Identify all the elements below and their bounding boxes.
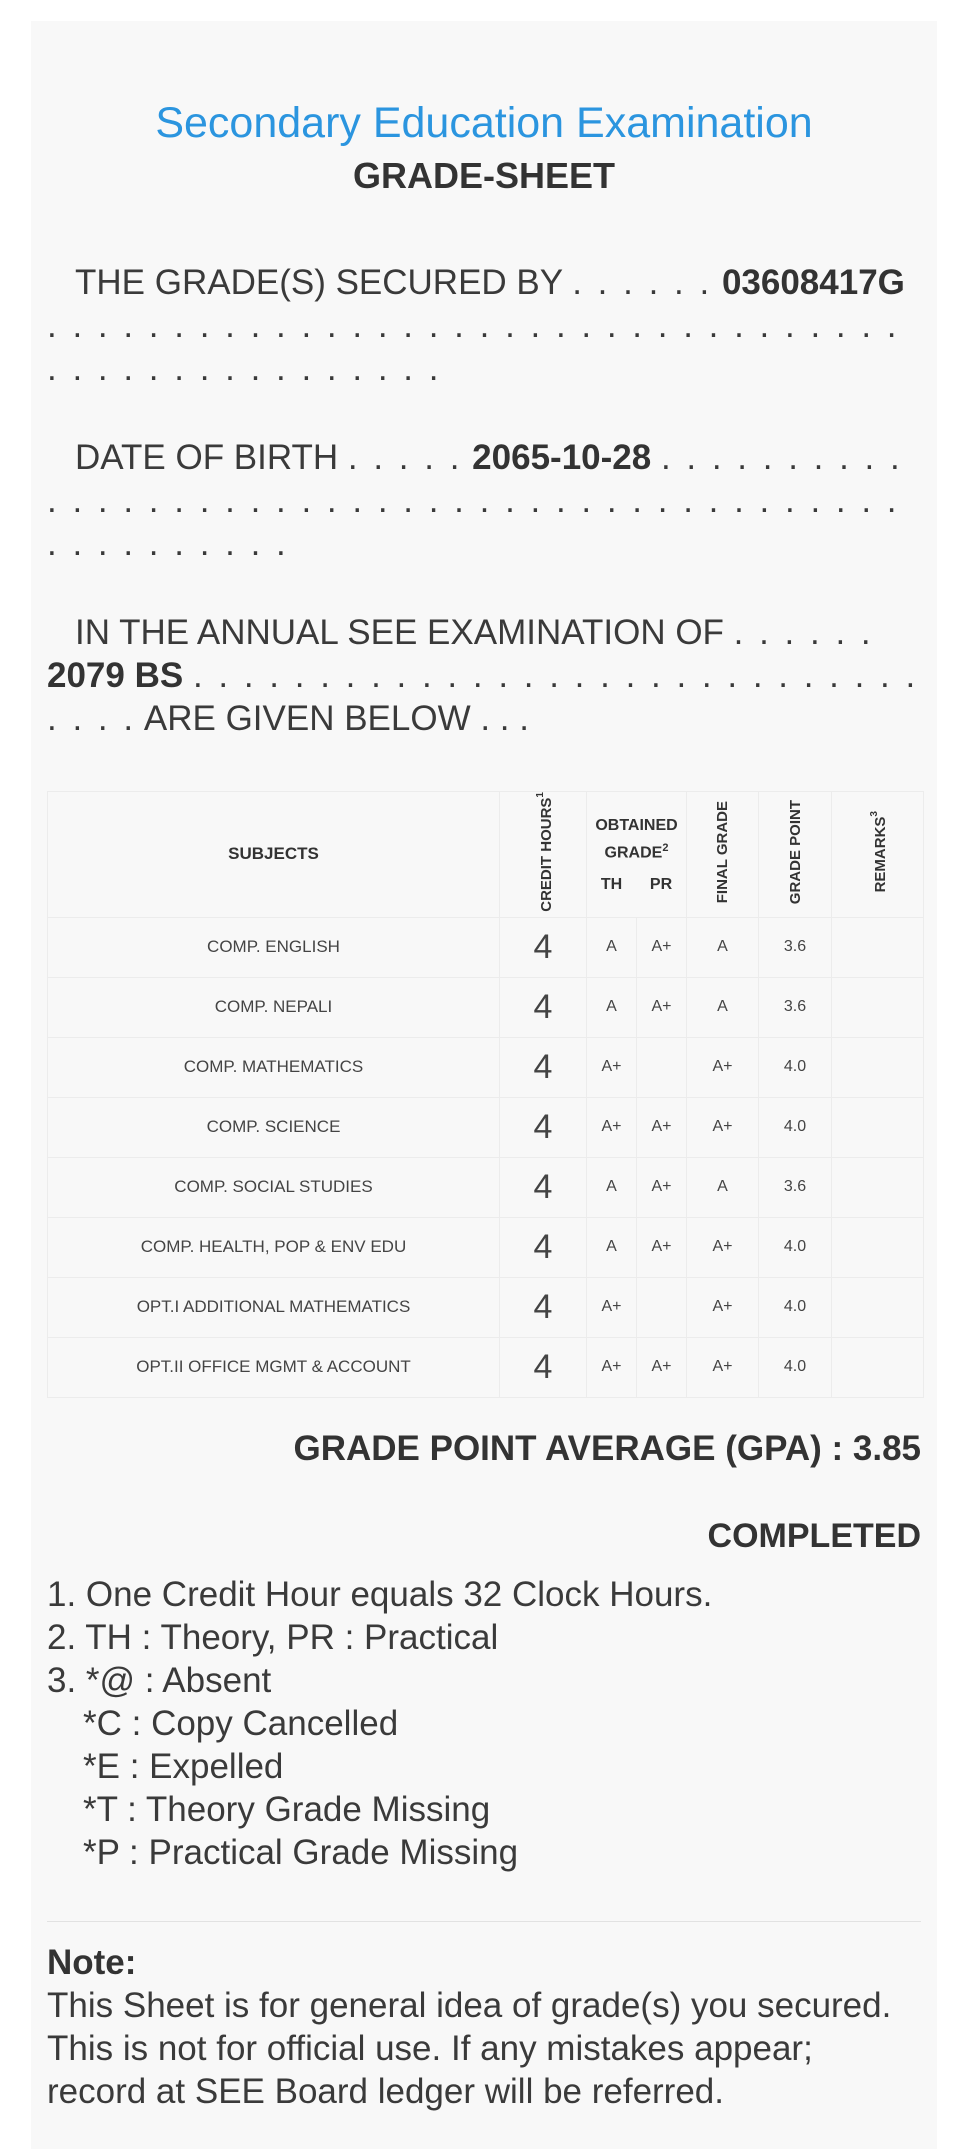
footnote-item: 2. TH : Theory, PR : Practical [47, 1618, 499, 1657]
footnote-item: 1. One Credit Hour equals 32 Clock Hours. [47, 1575, 713, 1614]
footnote-item: 3. *@ : Absent [47, 1661, 272, 1700]
footnote-subitem: *T : Theory Grade Missing [83, 1790, 491, 1829]
table-row: OPT.II OFFICE MGMT & ACCOUNT 4 A+ A+ A+ 4.0 [48, 1337, 924, 1397]
gpa-label: GRADE POINT AVERAGE (GPA) : [293, 1429, 844, 1468]
result-status: COMPLETED [707, 1517, 921, 1555]
credit-hours-header: CREDIT HOURS$^1$ [500, 792, 587, 918]
grade-point-header: GRADE POINT [759, 792, 832, 918]
table-row: COMP. NEPALI 4 A A+ A 3.6 [48, 977, 924, 1037]
th-header: TH [600, 876, 623, 894]
grade-sheet [31, 21, 937, 2149]
footnote-subitem: *P : Practical Grade Missing [83, 1833, 519, 1872]
final-grade-header: FINAL GRADE [687, 792, 759, 918]
note-title: Note: [47, 1943, 137, 1982]
symbol-number: 03608417G [721, 263, 905, 302]
grades-table [47, 791, 924, 1398]
table-row: COMP. SOCIAL STUDIES 4 A A+ A 3.6 [48, 1157, 924, 1217]
given-below: ARE GIVEN BELOW . . . [143, 699, 529, 738]
exam-title: Secondary Education Examination [155, 99, 813, 147]
gpa-line [293, 1424, 921, 1474]
dob-line: DATE OF BIRTH . . . . . 2065-10-28 . . . . . . . . . . . . . . . . . . . . . . . . . . . . . . . . . . . . . . . . . . . . . . . . . . . . . . [47, 438, 903, 563]
footnote-subitem: *C : Copy Cancelled [83, 1704, 399, 1743]
secured-by-label: THE GRADE(S) SECURED BY [75, 263, 563, 302]
exam-label: IN THE ANNUAL SEE EXAMINATION OF [75, 613, 724, 652]
note-text: This Sheet is for general idea of grade(s) you secured. This is not for official use. If any mistakes appear; record at SEE Board ledger will be referred. [47, 1986, 892, 2111]
gpa-value: 3.85 [852, 1429, 921, 1468]
date-of-birth: 2065-10-28 [472, 438, 652, 477]
table-row: COMP. SCIENCE 4 A+ A+ A+ 4.0 [48, 1097, 924, 1157]
table-row: OPT.I ADDITIONAL MATHEMATICS 4 A+ A+ 4.0 [48, 1277, 924, 1337]
footnotes [47, 1573, 921, 1874]
footnote-subitem: *E : Expelled [83, 1747, 284, 1786]
remarks-header: REMARKS$^3$ [832, 792, 924, 918]
subjects-header: SUBJECTS [48, 792, 500, 918]
exam-line: IN THE ANNUAL SEE EXAMINATION OF . . . . . . 2079 BS . . . . . . . . . . . . . . . . . . . . . . . . . . . . . . . . . ARE GIVEN BELOW . . . [47, 613, 919, 738]
dob-label: DATE OF BIRTH [75, 438, 339, 477]
table-row: COMP. ENGLISH 4 A A+ A 3.6 [48, 917, 924, 977]
exam-year: 2079 BS [47, 656, 184, 695]
divider [47, 1921, 921, 1922]
secured-by-line: THE GRADE(S) SECURED BY . . . . . . 03608417G . . . . . . . . . . . . . . . . . . . . . . . . . . . . . . . . . . . . . . . . . . . . . . . . . . [47, 263, 905, 388]
pr-header: PR [649, 876, 673, 894]
table-row: COMP. MATHEMATICS 4 A+ A+ 4.0 [48, 1037, 924, 1097]
table-header [48, 792, 924, 918]
table-row: COMP. HEALTH, POP & ENV EDU 4 A A+ A+ 4.0 [48, 1217, 924, 1277]
obtained-grade-header: OBTAINED GRADE$^2$ TH PR [587, 792, 687, 918]
sheet-subtitle: GRADE-SHEET [352, 155, 616, 196]
